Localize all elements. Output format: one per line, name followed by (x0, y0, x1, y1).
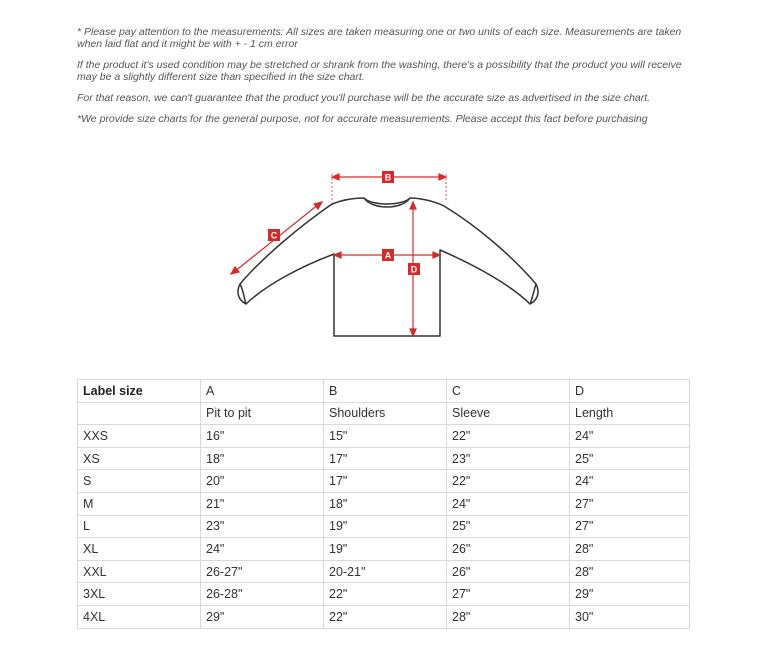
table-row (78, 605, 690, 628)
note-general-purpose: *We provide size charts for the general purpose, not for accurate measurements. Please accept this fact before purchasing (77, 113, 648, 125)
cell-sleeve: 28" (447, 605, 570, 628)
cell-shoulders: 22" (324, 583, 447, 606)
cell-size: S (78, 470, 201, 493)
cell-shoulders: 18" (324, 492, 447, 515)
cell-length: 28" (570, 560, 690, 583)
table-row (78, 560, 690, 583)
cell-shoulders: 22" (324, 605, 447, 628)
cell-length: 24" (570, 425, 690, 448)
cell-size: 3XL (78, 583, 201, 606)
cell-size: XXS (78, 425, 201, 448)
table-row (78, 583, 690, 606)
cell-shoulders: 17" (324, 470, 447, 493)
cell-sleeve: 22" (447, 470, 570, 493)
header-shoulders: Shoulders (324, 402, 447, 425)
header-row-letters (78, 380, 690, 403)
cell-sleeve: 26" (447, 560, 570, 583)
note-no-guarantee: For that reason, we can't guarantee that the product you'll purchase will be the accurate size as advertised in the size chart. (77, 92, 651, 104)
cell-size: XL (78, 538, 201, 561)
cell-size: L (78, 515, 201, 538)
cell-sleeve: 26" (447, 538, 570, 561)
header-label-size: Label size (78, 380, 201, 403)
sweater-measurement-diagram (222, 166, 552, 346)
cell-length: 25" (570, 447, 690, 470)
cell-length: 27" (570, 515, 690, 538)
header-d: D (570, 380, 690, 403)
table-row (78, 470, 690, 493)
cell-size: 4XL (78, 605, 201, 628)
size-chart-body (78, 380, 690, 629)
cell-shoulders: 19" (324, 538, 447, 561)
table-row (78, 492, 690, 515)
label-c: C (270, 230, 278, 241)
table-row (78, 515, 690, 538)
cell-length: 30" (570, 605, 690, 628)
header-pit-to-pit: Pit to pit (201, 402, 324, 425)
cell-size: XS (78, 447, 201, 470)
table-row (78, 447, 690, 470)
cell-length: 27" (570, 492, 690, 515)
table-row (78, 538, 690, 561)
cell-size: M (78, 492, 201, 515)
header-row-names (78, 402, 690, 425)
measurement-notes (77, 26, 687, 134)
cell-length: 24" (570, 470, 690, 493)
size-chart-table (77, 379, 690, 629)
cell-size: XXL (78, 560, 201, 583)
cell-pit-to-pit: 16" (201, 425, 324, 448)
cell-pit-to-pit: 23" (201, 515, 324, 538)
cell-pit-to-pit: 21" (201, 492, 324, 515)
cell-pit-to-pit: 24" (201, 538, 324, 561)
cell-shoulders: 17" (324, 447, 447, 470)
cell-pit-to-pit: 20" (201, 470, 324, 493)
note-used-condition: If the product it's used condition may be stretched or shrank from the washing, there's a possibility that the product you will receive may be a slightly different size than specified in the size chart. (77, 59, 682, 83)
header-sleeve: Sleeve (447, 402, 570, 425)
header-b: B (324, 380, 447, 403)
cell-shoulders: 19" (324, 515, 447, 538)
cell-length: 29" (570, 583, 690, 606)
cell-shoulders: 15" (324, 425, 447, 448)
sweater-outline (238, 198, 538, 336)
header-c: C (447, 380, 570, 403)
cell-pit-to-pit: 18" (201, 447, 324, 470)
header-a: A (201, 380, 324, 403)
cell-sleeve: 24" (447, 492, 570, 515)
label-b: B (384, 172, 392, 183)
table-row (78, 425, 690, 448)
header-name-empty (78, 402, 201, 425)
cell-sleeve: 22" (447, 425, 570, 448)
cell-sleeve: 27" (447, 583, 570, 606)
label-a: A (384, 250, 392, 261)
cell-pit-to-pit: 29" (201, 605, 324, 628)
cell-shoulders: 20-21" (324, 560, 447, 583)
dimension-labels (268, 171, 420, 275)
note-measurement-error: * Please pay attention to the measurements: All sizes are taken measuring one or two units of each size. Measurements are taken when laid flat and it might be with + - 1 cm error (77, 26, 682, 50)
label-d: D (410, 264, 418, 275)
header-length: Length (570, 402, 690, 425)
cell-length: 28" (570, 538, 690, 561)
cell-pit-to-pit: 26-28" (201, 583, 324, 606)
cell-sleeve: 25" (447, 515, 570, 538)
sweater-diagram-svg (222, 166, 552, 346)
cell-pit-to-pit: 26-27" (201, 560, 324, 583)
cell-sleeve: 23" (447, 447, 570, 470)
